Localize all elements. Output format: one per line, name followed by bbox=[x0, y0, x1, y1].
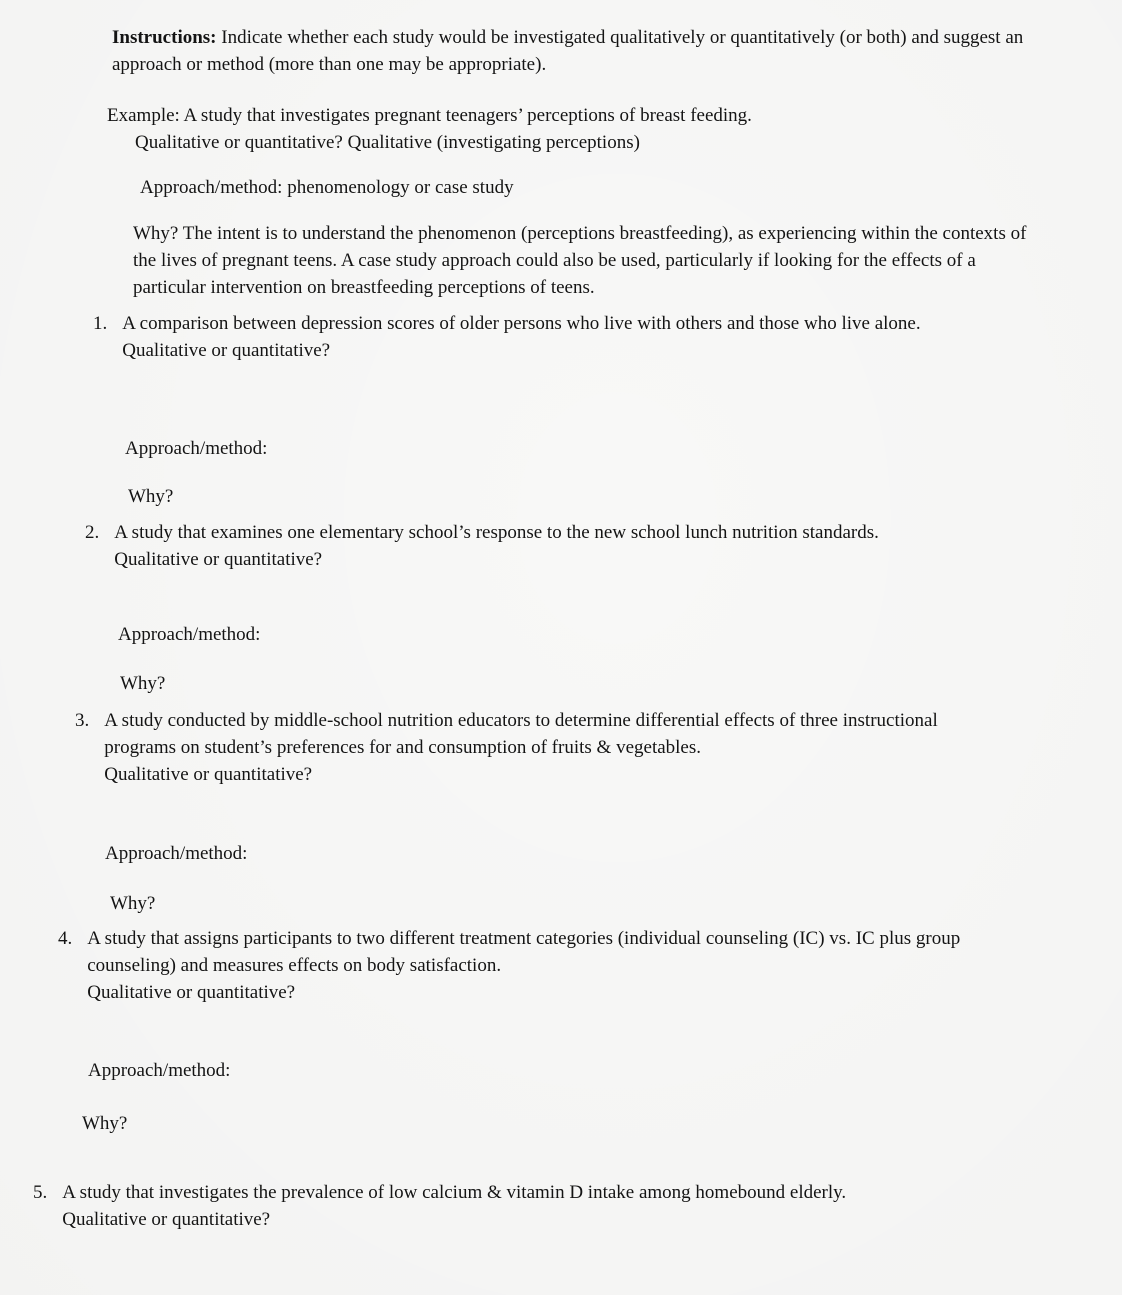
example-study-text: A study that investigates pregnant teenagers’ perceptions of breast feeding. bbox=[179, 105, 752, 126]
item-5-body bbox=[62, 1180, 965, 1234]
example-why-answer: Why? The intent is to understand the phenomenon (perceptions breastfeeding), as experiencing within the contexts of the lives of pregnant teens. A case study approach could also be used, particularly if looking for the effects of a particular intervention on breastfeeding perceptions of teens. bbox=[133, 223, 1027, 298]
item-3-number: 3. bbox=[75, 710, 90, 731]
instructions-text: Indicate whether each study would be investigated qualitatively or quantitatively (or both) and suggest an approach or method (more than one may be appropriate). bbox=[112, 27, 1024, 75]
question-item-1 bbox=[93, 311, 1005, 365]
item-2-approach-prompt: Approach/method: bbox=[118, 624, 261, 645]
item-3-why-prompt: Why? bbox=[110, 893, 156, 914]
item-3-study-text: A study conducted by middle-school nutrition educators to determine differential effects of three instructional programs on student’s preferences for and consumption of fruits & vegetables. bbox=[104, 710, 938, 758]
instructions-label: Instructions: bbox=[112, 27, 217, 48]
question-item-4 bbox=[58, 926, 1026, 1007]
question-item-5 bbox=[33, 1180, 973, 1234]
item-4-approach-prompt: Approach/method: bbox=[88, 1060, 231, 1081]
question-item-3 bbox=[75, 708, 990, 789]
item-1-study-text: A comparison between depression scores of older persons who live with others and those who live alone. bbox=[122, 313, 921, 334]
item-1-body bbox=[122, 311, 1000, 365]
item-4-number: 4. bbox=[58, 928, 73, 949]
example-label: Example: bbox=[107, 105, 180, 126]
item-1-number: 1. bbox=[93, 313, 108, 334]
item-3-body bbox=[104, 708, 984, 789]
item-1-why-prompt: Why? bbox=[128, 486, 174, 507]
item-4-body bbox=[87, 926, 1020, 1007]
item-2-study-text: A study that examines one elementary school’s response to the new school lunch nutrition standards. bbox=[114, 522, 879, 543]
item-2-body bbox=[114, 520, 1059, 574]
item-4-why-prompt: Why? bbox=[82, 1113, 128, 1134]
item-4-study-text: A study that assigns participants to two different treatment categories (individual counseling (IC) vs. IC plus group counseling) and measures effects on body satisfaction. bbox=[87, 928, 961, 976]
item-2-why-prompt: Why? bbox=[120, 673, 166, 694]
item-2-qualitative-prompt: Qualitative or quantitative? bbox=[114, 548, 323, 570]
item-4-qualitative-prompt: Qualitative or quantitative? bbox=[87, 981, 296, 1003]
example-approach-answer: Approach/method: phenomenology or case study bbox=[140, 177, 514, 198]
item-1-qualitative-prompt: Qualitative or quantitative? bbox=[122, 339, 331, 361]
item-5-study-text: A study that investigates the prevalence of low calcium & vitamin D intake among homebound elderly. bbox=[62, 1182, 847, 1203]
item-3-approach-prompt: Approach/method: bbox=[105, 843, 248, 864]
example-study-line bbox=[107, 103, 1047, 130]
item-5-qualitative-prompt: Qualitative or quantitative? bbox=[62, 1208, 271, 1230]
item-5-number: 5. bbox=[33, 1182, 48, 1203]
instructions-paragraph bbox=[112, 25, 1024, 79]
item-3-qualitative-prompt: Qualitative or quantitative? bbox=[104, 763, 313, 785]
question-item-2 bbox=[85, 520, 1065, 574]
item-2-number: 2. bbox=[85, 522, 100, 543]
example-qualitative-answer: Qualitative or quantitative? Qualitative (investigating perceptions) bbox=[135, 132, 640, 153]
item-1-approach-prompt: Approach/method: bbox=[125, 438, 268, 459]
